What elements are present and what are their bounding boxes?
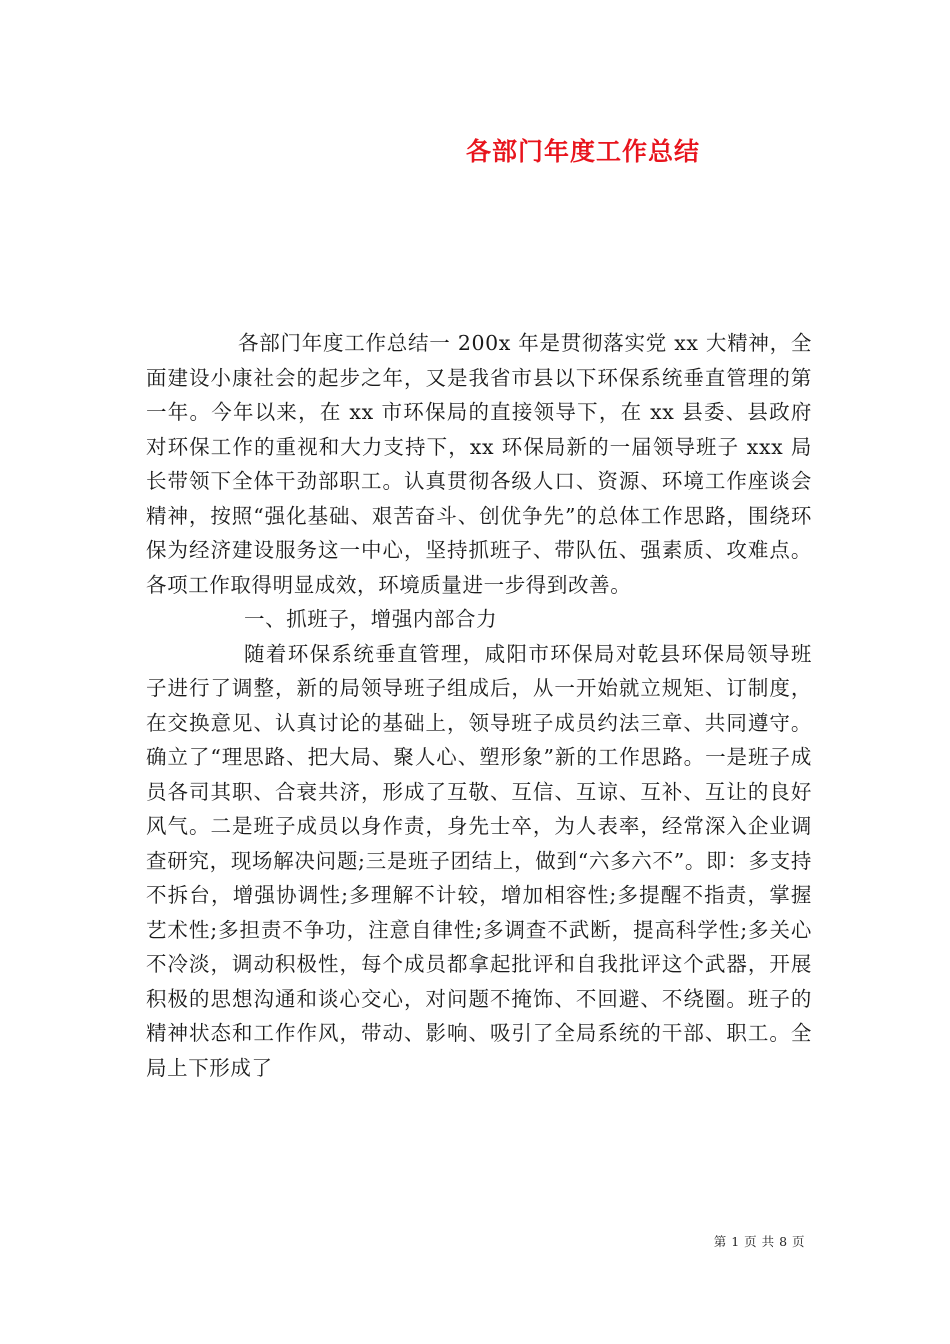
section-heading: 一、抓班子，增强内部合力 [244,607,498,631]
document-body [146,326,812,1085]
document-title: 各部门年度工作总结 [465,137,700,166]
intro-paragraph: 各部门年度工作总结一 200x 年是贯彻落实党 xx 大精神，全面建设小康社会的起步之年，又是我省市县以下环保系统垂直管理的第一年。今年以来，在 xx 市环保局的直接领导下，在 xx 县委、县政府对环保工作的重视和大力支持下，xx 环保局新的一届领导班子 xxx 局长带领下全体干劲部职工。认真贯彻各级人口、资源、环境工作座谈会精神，按照“强化基础、艰苦奋斗、创优争先”的总体工作思路，围绕环保为经济建设服务这一中心，坚持抓班子、带队伍、强素质、攻难点。各项工作取得明显成效，环境质量进一步得到改善。 [146,331,812,597]
section-paragraph: 随着环保系统垂直管理，咸阳市环保局对乾县环保局领导班子进行了调整，新的局领导班子组成后，从一开始就立规矩、订制度，在交换意见、认真讨论的基础上，领导班子成员约法三章、共同遵守。确立了“理思路、把大局、聚人心、塑形象”新的工作思路。一是班子成员各司其职、合衰共济，形成了互敬、互信、互谅、互补、互让的良好风气。二是班子成员以身作责，身先士卒，为人表率，经常深入企业调查研究，现场解决问题;三是班子团结上，做到“六多六不”。即：多支持不拆台，增强协调性;多理解不计较，增加相容性;多提醒不指责，掌握艺术性;多担责不争功，注意自律性;多调查不武断，提高科学性;多关心不冷淡，调动积极性，每个成员都拿起批评和自我批评这个武器，开展积极的思想沟通和谈心交心，对问题不掩饰、不回避、不绕圈。班子的精神状态和工作作风，带动、影响、吸引了全局系统的干部、职工。全局上下形成了 [146,641,812,1080]
page-number: 第 1 页 共 8 页 [713,1234,805,1249]
